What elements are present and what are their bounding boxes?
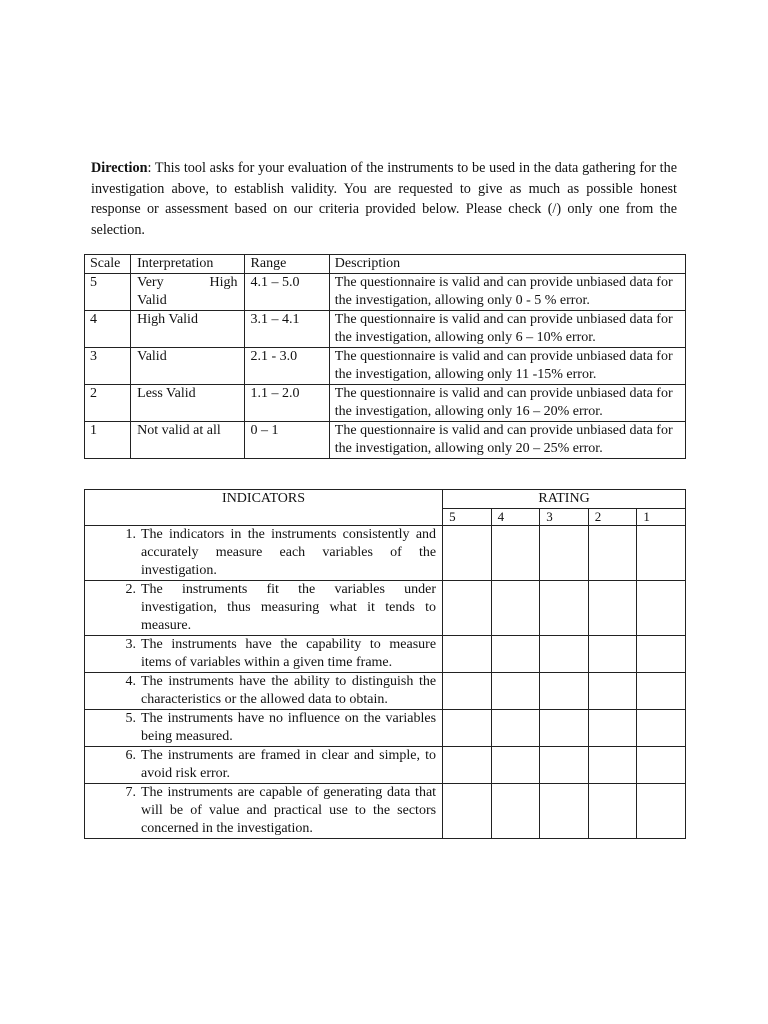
table-row — [85, 422, 686, 459]
interpretation-line: Valid — [137, 293, 167, 308]
indicator-number: 3. — [125, 637, 136, 652]
rating-cell-5[interactable] — [443, 526, 492, 581]
indicator-number: 5. — [125, 711, 136, 726]
rating-cell-3[interactable] — [540, 747, 589, 784]
header-interpretation: Interpretation — [131, 255, 244, 274]
rating-cell-1[interactable] — [637, 636, 686, 673]
rating-cell-3[interactable] — [540, 636, 589, 673]
indicator-cell — [85, 747, 443, 784]
header-description: Description — [329, 255, 685, 274]
indicator-number: 7. — [125, 785, 136, 800]
indicator-cell — [85, 784, 443, 839]
indicator-text: The instruments have the ability to distinguish the characteristics or the allowed data to obtain. — [141, 674, 437, 707]
header-rating: RATING — [443, 490, 686, 509]
scale-value: 3 — [85, 348, 131, 385]
indicator-cell — [85, 673, 443, 710]
rating-cell-4[interactable] — [491, 747, 540, 784]
description-cell: The questionnaire is valid and can provide unbiased data for the investigation, allowing only 20 – 25% error. — [329, 422, 685, 459]
indicator-number: 1. — [125, 527, 136, 542]
indicator-text: The instruments have the capability to measure items of variables within a given time frame. — [141, 637, 437, 670]
rating-scale-1: 1 — [637, 509, 686, 526]
rating-cell-3[interactable] — [540, 784, 589, 839]
header-range: Range — [244, 255, 329, 274]
interpretation-cell: High Valid — [131, 311, 244, 348]
range-value: 1.1 – 2.0 — [244, 385, 329, 422]
description-cell: The questionnaire is valid and can provide unbiased data for the investigation, allowing only 16 – 20% error. — [329, 385, 685, 422]
table-row — [85, 348, 686, 385]
rating-cell-3[interactable] — [540, 710, 589, 747]
rating-cell-4[interactable] — [491, 673, 540, 710]
description-cell: The questionnaire is valid and can provide unbiased data for the investigation, allowing only 11 -15% error. — [329, 348, 685, 385]
rating-cell-5[interactable] — [443, 747, 492, 784]
indicator-cell — [85, 636, 443, 673]
rating-cell-1[interactable] — [637, 581, 686, 636]
indicator-text: The instruments are capable of generating data that will be of value and practical use to the sectors concerned in the investigation. — [141, 785, 437, 836]
indicator-number: 2. — [125, 582, 136, 597]
scale-value: 4 — [85, 311, 131, 348]
header-indicators: INDICATORS — [85, 490, 443, 526]
rating-cell-1[interactable] — [637, 673, 686, 710]
direction-text: : This tool asks for your evaluation of the instruments to be used in the data gathering for the investigation above, to establish validity. You are requested to give as much as possible honest response or assessment based on our criteria provided below. Please check (/) only one from the selection. — [91, 160, 677, 238]
table-row — [85, 385, 686, 422]
indicator-text: The instruments have no influence on the variables being measured. — [141, 711, 437, 744]
rating-cell-5[interactable] — [443, 784, 492, 839]
interpretation-cell: Less Valid — [131, 385, 244, 422]
table-row — [85, 710, 686, 747]
indicator-cell — [85, 581, 443, 636]
range-value: 3.1 – 4.1 — [244, 311, 329, 348]
rating-cell-1[interactable] — [637, 784, 686, 839]
indicator-number: 6. — [125, 748, 136, 763]
interpretation-cell: Valid — [131, 348, 244, 385]
rating-cell-1[interactable] — [637, 747, 686, 784]
interpretation-line — [137, 274, 237, 292]
rating-cell-2[interactable] — [588, 747, 637, 784]
rating-cell-4[interactable] — [491, 784, 540, 839]
table-row — [85, 636, 686, 673]
rating-cell-3[interactable] — [540, 581, 589, 636]
header-scale: Scale — [85, 255, 131, 274]
table-row — [85, 311, 686, 348]
indicator-number: 4. — [125, 674, 136, 689]
indicator-text: The instruments are framed in clear and simple, to avoid risk error. — [141, 748, 437, 781]
table-row — [85, 526, 686, 581]
rating-scale-4: 4 — [491, 509, 540, 526]
rating-cell-4[interactable] — [491, 581, 540, 636]
interpretation-cell: Not valid at all — [131, 422, 244, 459]
table-row — [85, 581, 686, 636]
direction-label: Direction — [91, 160, 148, 176]
rating-cell-5[interactable] — [443, 710, 492, 747]
description-cell: The questionnaire is valid and can provide unbiased data for the investigation, allowing only 6 – 10% error. — [329, 311, 685, 348]
rating-cell-2[interactable] — [588, 710, 637, 747]
rating-scale-2: 2 — [588, 509, 637, 526]
rating-cell-2[interactable] — [588, 636, 637, 673]
indicator-cell — [85, 710, 443, 747]
indicator-cell — [85, 526, 443, 581]
rating-cell-2[interactable] — [588, 526, 637, 581]
rating-cell-5[interactable] — [443, 673, 492, 710]
table-row — [85, 747, 686, 784]
rating-cell-2[interactable] — [588, 784, 637, 839]
rating-cell-4[interactable] — [491, 710, 540, 747]
table-row — [85, 274, 686, 311]
scale-table-header — [85, 255, 686, 274]
scale-value: 2 — [85, 385, 131, 422]
rating-cell-5[interactable] — [443, 581, 492, 636]
indicator-text: The indicators in the instruments consistently and accurately measure each variables of the investigation. — [141, 527, 437, 578]
scale-value: 1 — [85, 422, 131, 459]
table-row — [85, 784, 686, 839]
interpretation-word: Very — [137, 275, 164, 290]
interpretation-word: High — [209, 275, 238, 290]
scale-table — [84, 254, 686, 459]
indicator-text: The instruments fit the variables under investigation, thus measuring what it tends to measure. — [141, 582, 437, 633]
rating-cell-2[interactable] — [588, 673, 637, 710]
range-value: 4.1 – 5.0 — [244, 274, 329, 311]
direction-paragraph — [91, 158, 677, 240]
rating-cell-3[interactable] — [540, 673, 589, 710]
indicators-table — [84, 489, 686, 839]
description-cell: The questionnaire is valid and can provide unbiased data for the investigation, allowing only 0 - 5 % error. — [329, 274, 685, 311]
indicators-header-row — [85, 490, 686, 509]
range-value: 0 – 1 — [244, 422, 329, 459]
rating-cell-2[interactable] — [588, 581, 637, 636]
rating-scale-5: 5 — [443, 509, 492, 526]
table-row — [85, 673, 686, 710]
rating-cell-1[interactable] — [637, 710, 686, 747]
rating-cell-1[interactable] — [637, 526, 686, 581]
rating-scale-3: 3 — [540, 509, 589, 526]
rating-cell-4[interactable] — [491, 636, 540, 673]
rating-cell-5[interactable] — [443, 636, 492, 673]
rating-cell-3[interactable] — [540, 526, 589, 581]
scale-value: 5 — [85, 274, 131, 311]
range-value: 2.1 - 3.0 — [244, 348, 329, 385]
rating-cell-4[interactable] — [491, 526, 540, 581]
interpretation-cell — [131, 274, 244, 311]
